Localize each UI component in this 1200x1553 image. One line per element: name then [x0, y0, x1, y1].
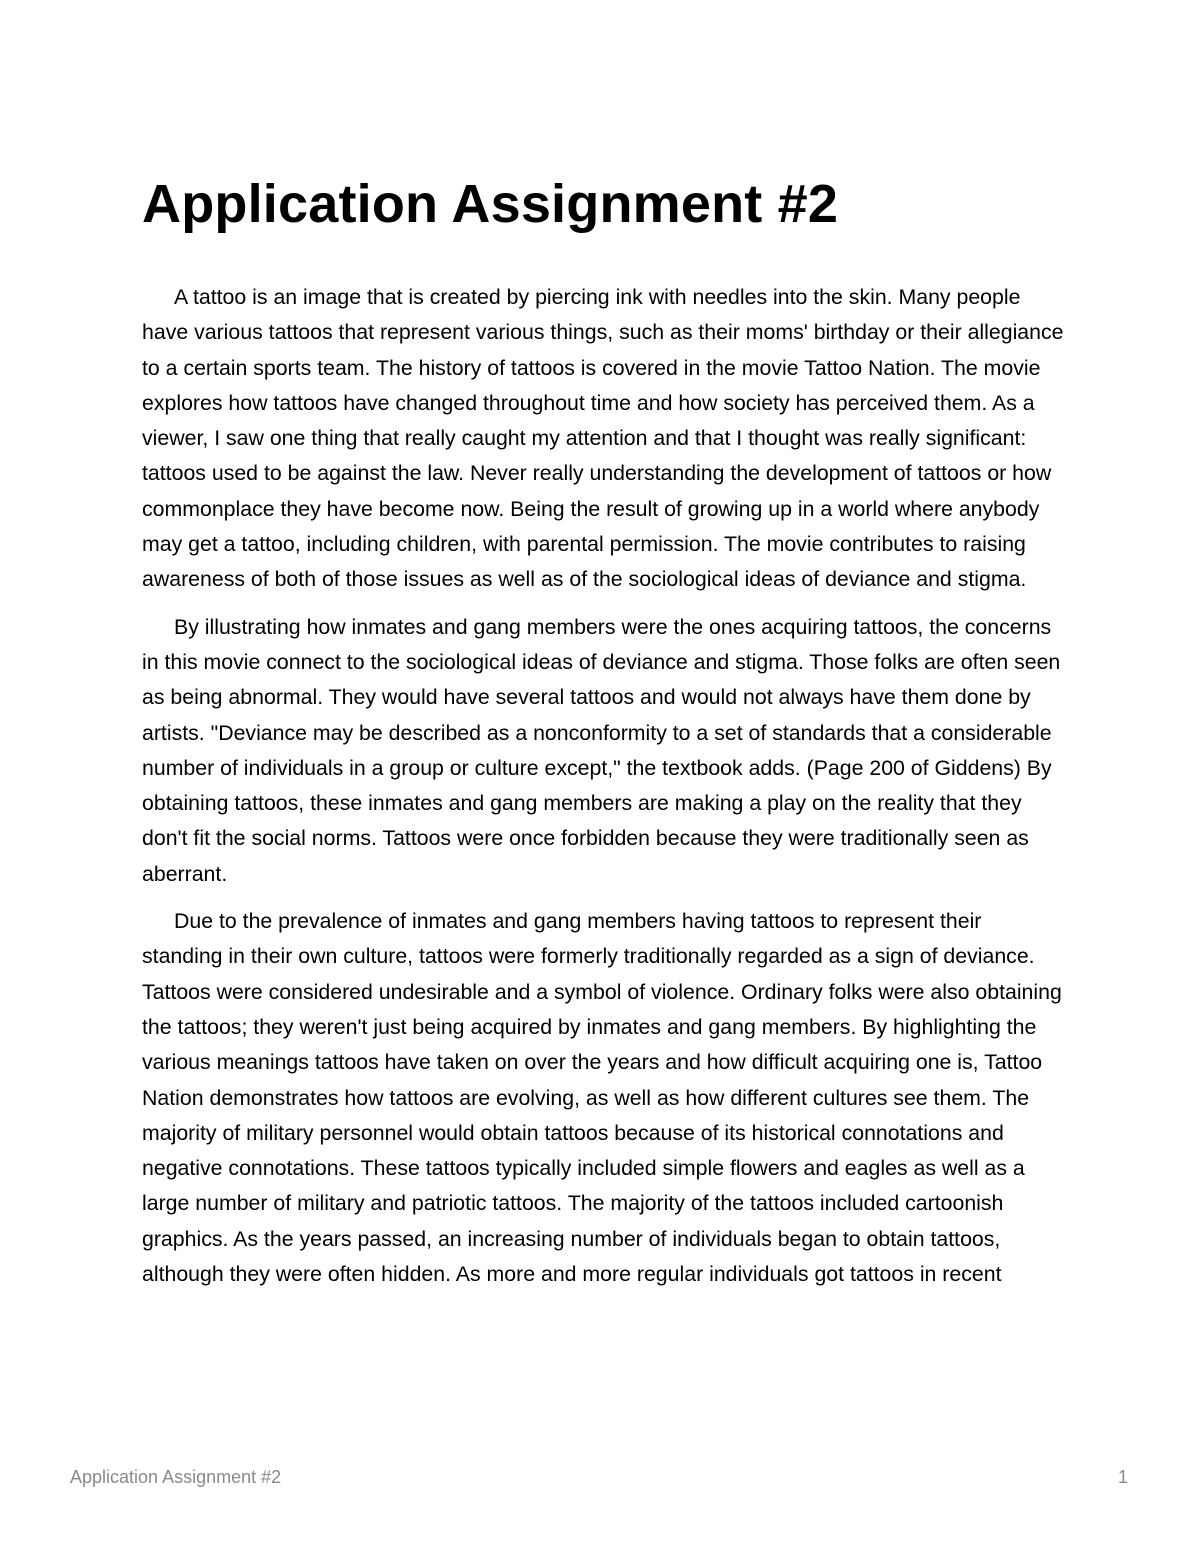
- footer-title: Application Assignment #2: [70, 1467, 282, 1487]
- paragraph-1: A tattoo is an image that is created by piercing ink with needles into the skin. Many people have various tattoos that represent various things, such as their moms' birthday or their allegiance to a certain sports team. The history of tattoos is covered in the movie Tattoo Nation. The movie explores how tattoos have changed throughout time and how society has perceived them. As a viewer, I saw one thing that really caught my attention and that I thought was really significant: tattoos used to be against the law. Never really understanding the development of tattoos or how commonplace they have become now. Being the result of growing up in a world where anybody may get a tattoo, including children, with parental permission. The movie contributes to raising awareness of both of those issues as well as of the sociological ideas of deviance and stigma.: [142, 285, 1064, 592]
- paragraph-3: Due to the prevalence of inmates and gang members having tattoos to represent their standing in their own culture, tattoos were formerly traditionally regarded as a sign of deviance. Tattoos were considered undesirable and a symbol of violence. Ordinary folks were also obtaining the tattoos; they weren't just being acquired by inmates and gang members. By highlighting the various meanings tattoos have taken on over the years and how difficult acquiring one is, Tattoo Nation demonstrates how tattoos are evolving, as well as how different cultures see them. The majority of military personnel would obtain tattoos because of its historical connotations and negative connotations. These tattoos typically included simple flowers and eagles as well as a large number of military and patriotic tattoos. The majority of the tattoos included cartoonish graphics. As the years passed, an increasing number of individuals began to obtain tattoos, although they were often hidden. As more and more regular individuals got tattoos in recent: [142, 909, 1062, 1287]
- page-number: 1: [1117, 1467, 1128, 1487]
- document-body: [142, 280, 1067, 1304]
- document-title: Application Assignment #2: [142, 174, 839, 234]
- paragraph-2: By illustrating how inmates and gang members were the ones acquiring tattoos, the concerns in this movie connect to the sociological ideas of deviance and stigma. Those folks are often seen as being abnormal. They would have several tattoos and would not always have them done by artists. "Deviance may be described as a nonconformity to a set of standards that a considerable number of individuals in a group or culture except," the textbook adds. (Page 200 of Giddens) By obtaining tattoos, these inmates and gang members are making a play on the reality that they don't fit the social norms. Tattoos were once forbidden because they were traditionally seen as aberrant.: [142, 614, 1061, 886]
